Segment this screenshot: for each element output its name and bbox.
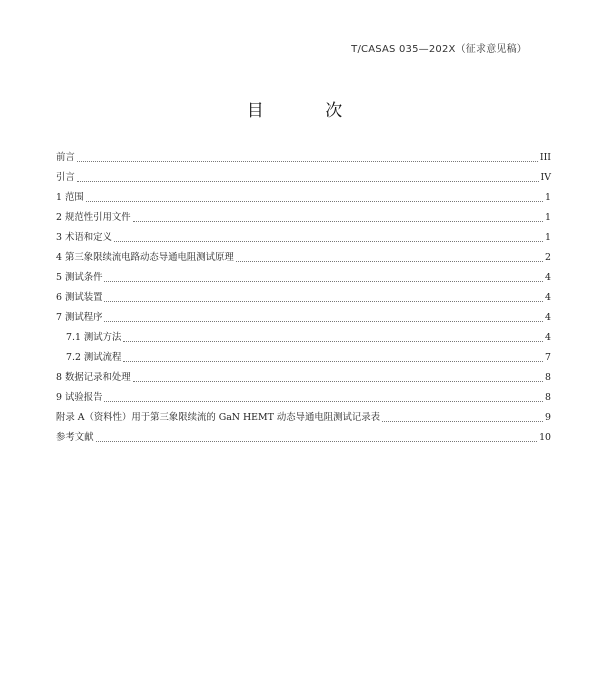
toc-dot-leader (77, 181, 539, 182)
toc-entry-scope[interactable] (56, 188, 551, 208)
toc-entry-terms-definitions[interactable] (56, 228, 551, 248)
toc-dot-leader (114, 241, 543, 242)
toc-dot-leader (382, 421, 543, 422)
toc-dot-leader (104, 301, 543, 302)
toc-entry-page: 1 (545, 212, 551, 223)
toc-entry-test-method[interactable] (56, 328, 551, 348)
toc-dot-leader (123, 341, 543, 342)
toc-entry-introduction[interactable] (56, 168, 551, 188)
toc-entry-label: 8 数据记录和处理 (56, 372, 131, 383)
toc-entry-test-procedure[interactable] (56, 308, 551, 328)
toc-entry-page: 2 (545, 252, 551, 263)
toc-entry-label: 6 测试装置 (56, 292, 103, 303)
toc-entry-label: 4 第三象限续流电路动态导通电阻测试原理 (56, 252, 234, 263)
toc-entry-label: 1 范围 (56, 192, 84, 203)
toc-entry-label: 2 规范性引用文件 (56, 212, 131, 223)
toc-entry-label: 7.1 测试方法 (66, 332, 122, 343)
toc-entry-test-conditions[interactable] (56, 268, 551, 288)
toc-dot-leader (104, 281, 543, 282)
toc-entry-page: III (539, 152, 551, 163)
toc-entry-page: 8 (545, 392, 551, 403)
toc-entry-test-flow[interactable] (56, 348, 551, 368)
toc-entry-page: 1 (545, 192, 551, 203)
toc-entry-label: 9 试验报告 (56, 392, 103, 403)
toc-entry-page: 4 (545, 312, 551, 323)
toc-entry-label: 前言 (56, 152, 75, 163)
toc-dot-leader (104, 401, 543, 402)
toc-entry-bibliography[interactable] (56, 428, 551, 448)
toc-entry-label: 7 测试程序 (56, 312, 103, 323)
toc-entry-page: 1 (545, 232, 551, 243)
toc-dot-leader (77, 161, 538, 162)
toc-entry-normative-references[interactable] (56, 208, 551, 228)
toc-entry-appendix-a[interactable] (56, 408, 551, 428)
toc-entry-page: IV (540, 172, 551, 183)
toc-dot-leader (123, 361, 543, 362)
toc-entry-data-recording[interactable] (56, 368, 551, 388)
toc-entry-page: 4 (545, 332, 551, 343)
toc-dot-leader (96, 441, 538, 442)
toc-entry-page: 4 (545, 292, 551, 303)
toc-dot-leader (133, 221, 543, 222)
toc-entry-page: 8 (545, 372, 551, 383)
document-code-header: T/CASAS 035—202X（征求意见稿） (351, 44, 527, 55)
toc-entry-page: 10 (539, 432, 551, 443)
toc-entry-label: 参考文献 (56, 432, 94, 443)
toc-entry-test-apparatus[interactable] (56, 288, 551, 308)
toc-entry-page: 4 (545, 272, 551, 283)
toc-entry-test-report[interactable] (56, 388, 551, 408)
toc-entry-page: 7 (545, 352, 551, 363)
toc-dot-leader (236, 261, 543, 262)
toc-dot-leader (104, 321, 543, 322)
toc-entry-page: 9 (545, 412, 551, 423)
toc-entry-label: 7.2 测试流程 (66, 352, 122, 363)
toc-entry-label: 引言 (56, 172, 75, 183)
toc-title: 目 次 (246, 101, 371, 121)
toc-entry-label: 5 测试条件 (56, 272, 103, 283)
toc-dot-leader (86, 201, 543, 202)
toc-entry-label: 附录 A（资料性）用于第三象限续流的 GaN HEMT 动态导通电阻测试记录表 (56, 412, 380, 423)
toc-entry-test-principle[interactable] (56, 248, 551, 268)
toc-entry-foreword[interactable] (56, 148, 551, 168)
toc-dot-leader (133, 381, 543, 382)
toc-entry-label: 3 术语和定义 (56, 232, 112, 243)
toc-list (56, 148, 551, 448)
